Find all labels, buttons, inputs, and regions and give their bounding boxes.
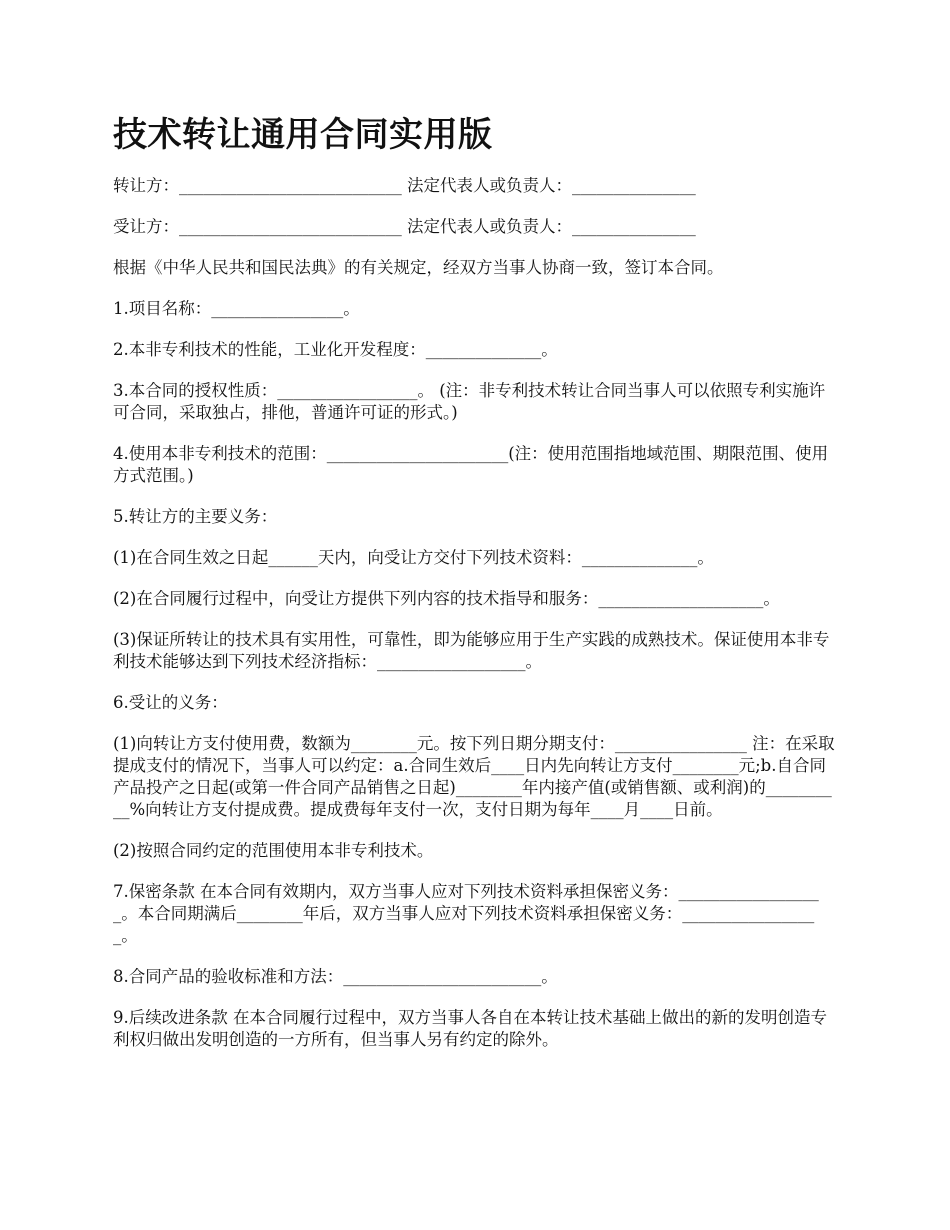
clause-6-item-2: (2)按照合同约定的范围使用本非专利技术。 (113, 841, 434, 860)
clause-2-performance: 2.本非专利技术的性能，工业化开发程度：______________。 (113, 340, 558, 359)
clause-4-usage-scope: 4.使用本非专利技术的范围：______________________(注：使用范围指地域范围、期限范围、使用方式范围。) (113, 444, 829, 485)
clause-5-heading: 5.转让方的主要义务： (113, 507, 278, 526)
clause-5-item-2: (2)在合同履行过程中，向受让方提供下列内容的技术指导和服务：____________________。 (113, 589, 780, 608)
clause-3-license-nature: 3.本合同的授权性质：_________________。 (注：非专利技术转让合同当事人可以依照专利实施许可合同，采取独占，排他，普通许可证的形式。) (113, 381, 826, 422)
document-title: 技术转让通用合同实用版 (113, 115, 493, 155)
clause-6-heading: 6.受让的义务： (113, 693, 228, 712)
clause-5-item-1: (1)在合同生效之日起______天内，向受让方交付下列技术资料：______________。 (113, 548, 714, 567)
clause-8-acceptance: 8.合同产品的验收标准和方法：________________________。 (113, 967, 558, 986)
clause-7-confidentiality: 7.保密条款 在本合同有效期内，双方当事人应对下列技术资料承担保密义务：__________________。本合同期满后________年后，双方当事人应对下列技术资料承担保密义务：_________________。 (113, 882, 819, 945)
clause-6-item-1: (1)向转让方支付使用费，数额为________元。按下列日期分期支付：________________ 注：在采取提成支付的情况下，当事人可以约定：a.合同生效后____日内先向转让方支付________元;b.自合同产品投产之日起(或第一件合同产品销售之日起)________年内接产值(或销售额、或利润)的__________%向转让方支付提成费。提成费每年支付一次，支付日期为每年____月____日前。 (113, 734, 835, 819)
clause-1-project-name: 1.项目名称：________________。 (113, 299, 360, 318)
document-page (113, 112, 838, 1070)
clause-5-item-3: (3)保证所转让的技术具有实用性，可靠性，即为能够应用于生产实践的成熟技术。保证使用本非专利技术能够达到下列技术经济指标：__________________。 (113, 630, 830, 671)
preamble-paragraph: 根据《中华人民共和国民法典》的有关规定，经双方当事人协商一致，签订本合同。 (113, 258, 724, 277)
transferee-line: 受让方：___________________________ 法定代表人或负责人：_______________ (113, 217, 696, 236)
transferor-line: 转让方：___________________________ 法定代表人或负责人：_______________ (113, 176, 696, 195)
clause-9-improvements: 9.后续改进条款 在本合同履行过程中，双方当事人各自在本转让技术基础上做出的新的发明创造专利权归做出发明创造的一方所有，但当事人另有约定的除外。 (113, 1008, 827, 1049)
